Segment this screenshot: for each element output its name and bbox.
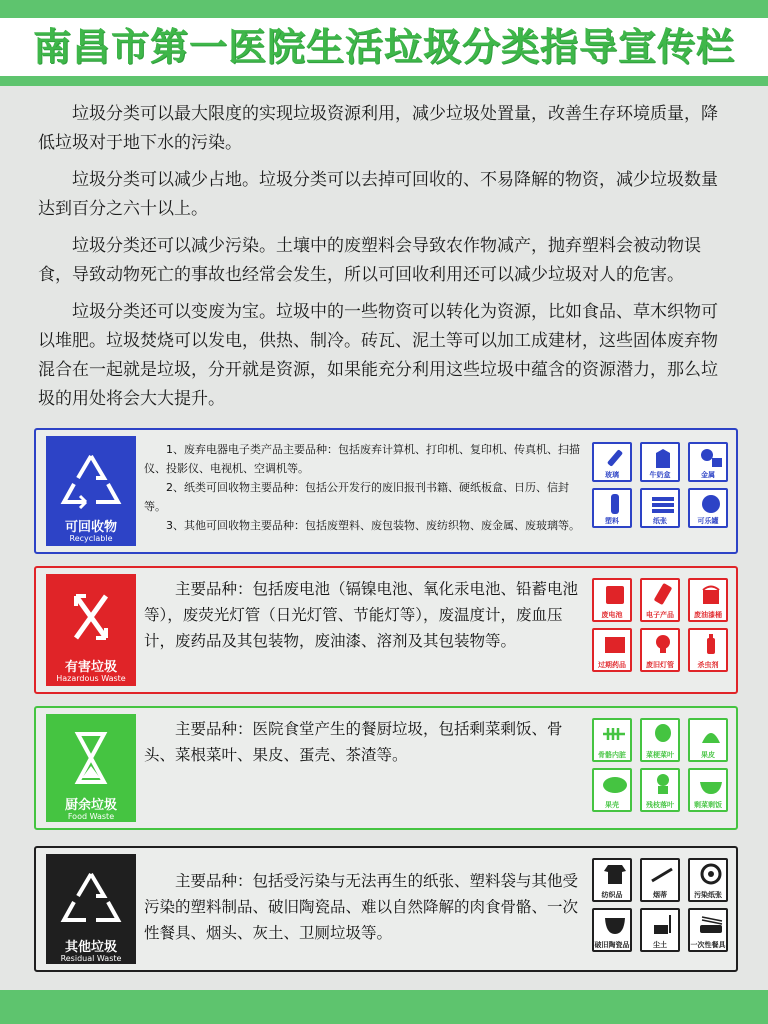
icon-label: 可乐罐 (697, 517, 719, 525)
metal-icon (688, 442, 728, 482)
ceramic-icon (592, 908, 632, 952)
page-title: 南昌市第一医院生活垃圾分类指导宣传栏 (32, 25, 735, 69)
disposable-tableware-icon (688, 908, 728, 952)
icon-label: 过期药品 (598, 661, 626, 669)
icon-label: 果壳 (605, 801, 619, 809)
food-bowl-icon (688, 768, 728, 812)
residual-waste-description: 主要品种：包括受污染与无法再生的纸张、塑料袋与其他受污染的塑料制品、破旧陶瓷品、难以自然降解的肉食骨骼、一次性餐具、烟头、灰土、卫厕垃圾等。 (144, 872, 579, 942)
icon-label: 电子产品 (646, 611, 674, 619)
icon-label: 破旧陶瓷品 (594, 941, 630, 949)
icon-label: 玻璃 (605, 471, 619, 479)
cigarette-icon (640, 858, 680, 902)
food-waste-badge (46, 714, 136, 822)
paper-stack-icon (640, 488, 680, 528)
intro-text (38, 100, 732, 422)
icon-label: 废旧灯管 (646, 661, 674, 669)
fish-bone-icon (592, 718, 632, 762)
hourglass-icon (46, 728, 136, 788)
recyclable-panel (34, 428, 738, 554)
tissue-icon (688, 858, 728, 902)
intro-paragraph: 垃圾分类还可以减少污染。土壤中的废塑料会导致农作物减产，抛弃塑料会被动物误食，导致动物死亡的事故也经常会发生，所以可回收利用还可以减少垃圾对人的危害。 (38, 236, 701, 285)
icon-label: 剩菜剩饭 (694, 801, 722, 809)
badge-title-en: Recyclable (69, 534, 113, 543)
recyclable-description (144, 440, 584, 535)
badge-title-cn: 有害垃圾 (64, 660, 117, 675)
plant-icon (640, 768, 680, 812)
badge-title-cn: 可回收物 (64, 520, 117, 535)
hazardous-description: 主要品种：包括废电池（镉镍电池、氧化汞电池、铅蓄电池等），废荧光灯管（日光灯管、节能灯等），废温度计，废血压计，废药品及其包装物，废油漆、溶剂及其包装物等。 (144, 580, 579, 650)
residual-waste-panel (34, 846, 738, 972)
clothes-icon (592, 858, 632, 902)
badge-title-en: Residual Waste (60, 954, 122, 963)
icon-label: 废油漆桶 (694, 611, 722, 619)
badge-title-cn: 其他垃圾 (64, 940, 117, 955)
badge-title-cn: 厨余垃圾 (64, 798, 117, 813)
residual-waste-icon-grid (592, 858, 728, 952)
intro-paragraph: 垃圾分类还可以变废为宝。垃圾中的一些物资可以转化为资源，比如食品、草木织物可以堆肥。垃圾焚烧可以发电，供热、制冷。砖瓦、泥土等可以加工成建材，这些固体废弃物混合在一起就是垃圾，分开就是资源，如果能充分利用这些垃圾中蕴含的资源潜力，那么垃圾的用处将会大大提升。 (38, 302, 718, 409)
icon-label: 塑料 (605, 517, 619, 525)
icon-label: 金属 (701, 471, 715, 479)
vegetable-icon (640, 718, 680, 762)
can-icon (688, 488, 728, 528)
hazardous-icon-grid (592, 578, 728, 672)
dustpan-icon (640, 908, 680, 952)
icon-label: 残枝落叶 (646, 801, 674, 809)
icon-label: 废电池 (601, 611, 623, 619)
icon-label: 一次性餐具 (690, 941, 726, 949)
food-waste-icon-grid (592, 718, 728, 812)
icon-label: 牛奶盒 (649, 471, 671, 479)
icon-label: 纸张 (653, 517, 667, 525)
recyclable-icon-grid (592, 442, 728, 528)
milk-carton-icon (640, 442, 680, 482)
spray-icon (688, 628, 728, 672)
badge-title-en: Hazardous Waste (56, 674, 126, 683)
residual-waste-badge (46, 854, 136, 964)
food-waste-description: 主要品种：医院食堂产生的餐厨垃圾，包括剩菜剩饭、骨头、菜根菜叶、果皮、蛋壳、茶渣等。 (144, 720, 563, 764)
recycle-icon (46, 868, 136, 928)
description-line: 2、纸类可回收物主要品种：包括公开发行的废旧报刊书籍、硬纸板盒、日历、信封等。 (144, 481, 569, 513)
battery-icon (592, 578, 632, 622)
phone-icon (640, 578, 680, 622)
plastic-bottle-icon (592, 488, 632, 528)
description-line: 1、废弃电器电子类产品主要品种：包括废弃计算机、打印机、复印机、传真机、扫描仪、投影仪、电视机、空调机等。 (144, 443, 580, 475)
icon-label: 杀虫剂 (697, 661, 719, 669)
fruit-peel-icon (688, 718, 728, 762)
shell-icon (592, 768, 632, 812)
intro-paragraph: 垃圾分类可以减少占地。垃圾分类可以去掉可回收的、不易降解的物资，减少垃圾数量达到百分之六十以上。 (38, 170, 718, 219)
icon-label: 骨骼内脏 (598, 751, 626, 759)
icon-label: 纺织品 (601, 891, 623, 899)
intro-paragraph: 垃圾分类可以最大限度的实现垃圾资源利用，减少垃圾处置量，改善生存环境质量，降低垃圾对于地下水的污染。 (38, 104, 718, 153)
bulb-icon (640, 628, 680, 672)
icon-label: 污染纸张 (694, 891, 722, 899)
icon-label: 烟蒂 (653, 891, 667, 899)
icon-label: 果皮 (701, 751, 715, 759)
food-waste-panel (34, 706, 738, 830)
footer-band (0, 990, 768, 1024)
hazard-cross-icon (46, 588, 136, 648)
bottle-icon (592, 442, 632, 482)
hazardous-badge (46, 574, 136, 686)
badge-title-en: Food Waste (67, 812, 115, 821)
hazardous-panel (34, 566, 738, 694)
icon-label: 菜梗菜叶 (646, 751, 674, 759)
description-line: 3、其他可回收物主要品种：包括废塑料、废包装物、废纺织物、废金属、废玻璃等。 (166, 519, 580, 532)
recycle-icon (46, 450, 136, 510)
icon-label: 尘土 (653, 941, 667, 949)
paint-bucket-icon (688, 578, 728, 622)
medicine-icon (592, 628, 632, 672)
recyclable-badge (46, 436, 136, 546)
